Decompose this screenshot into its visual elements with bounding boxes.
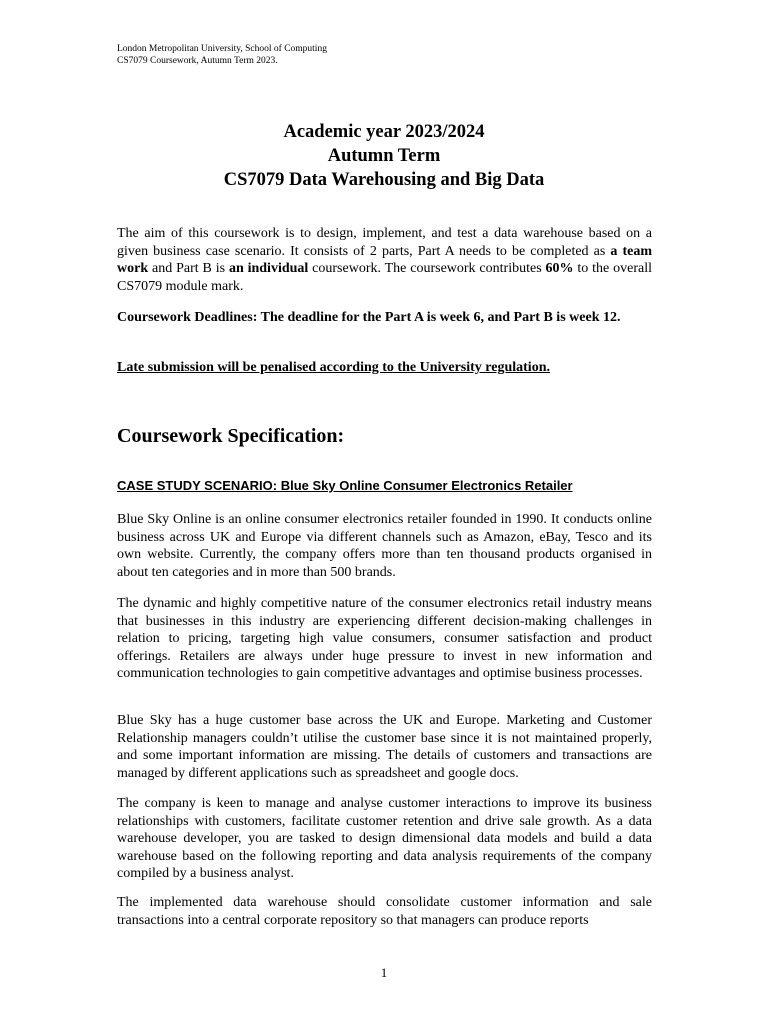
deadlines-paragraph: Coursework Deadlines: The deadline for the Part A is week 6, and Part B is week 12.: [117, 310, 621, 325]
case-study-heading: CASE STUDY SCENARIO: Blue Sky Online Consumer Electronics Retailer: [117, 478, 573, 493]
title-term: Autumn Term: [327, 146, 441, 166]
paragraph-data-warehouse: The implemented data warehouse should consolidate customer information and sale transactions into a central corporate repository so that managers can produce reports: [117, 895, 652, 928]
header-course: CS7079 Coursework, Autumn Term 2023.: [117, 56, 278, 66]
paragraph-industry: The dynamic and highly competitive nature of the consumer electronics retail industry means that businesses in this industry are experiencing different decision-making challenges in relation to pricing, targeting high value consumers, consumer satisfaction and product offerings. Retailers are always under huge pressure to invest in new information and communication technologies to gain competitive advantages and optimise business processes.: [117, 596, 652, 681]
header-institution: London Metropolitan University, School of Computing: [117, 44, 327, 54]
intro-text-2: and Part B is: [148, 261, 229, 276]
intro-text-4: to the overall CS7079 module mark.: [117, 261, 652, 294]
title-module: CS7079 Data Warehousing and Big Data: [223, 170, 545, 190]
intro-team-work: a team work: [117, 243, 652, 276]
intro-text-3: coursework. The coursework contributes: [308, 261, 546, 276]
intro-text-1: The aim of this coursework is to design, implement, and test a data warehouse based on a given business case scenario. It consists of 2 parts, Part A needs to be completed as: [117, 226, 652, 259]
title-academic-year: Academic year 2023/2024: [283, 122, 485, 142]
page-number: 1: [380, 965, 388, 980]
page-header: [117, 43, 327, 67]
paragraph-requirements: The company is keen to manage and analyse customer interactions to improve its business relationships with customers, facilitate customer retention and drive sale growth. As a data warehouse developer, you are tasked to design dimensional data models and build a data warehouse based on the following reporting and data analysis requirements of the company compiled by a business analyst.: [117, 796, 652, 881]
intro-paragraph: [117, 225, 652, 295]
spec-heading: Coursework Specification:: [117, 425, 345, 447]
document-title: [0, 120, 768, 192]
intro-percentage: 60%: [545, 261, 574, 276]
paragraph-customer-base: Blue Sky has a huge customer base across the UK and Europe. Marketing and Customer Relationship managers couldn’t utilise the customer base since it is not maintained properly, and some important information are missing. The details of customers and transactions are managed by different applications such as spreadsheet and google docs.: [117, 713, 652, 781]
late-submission-notice: Late submission will be penalised according to the University regulation.: [117, 360, 550, 375]
intro-individual: an individual: [228, 261, 309, 276]
paragraph-company-intro: Blue Sky Online is an online consumer electronics retailer founded in 1990. It conducts online business across UK and Europe via different channels such as Amazon, eBay, Tesco and its own website. Currently, the company offers more than ten thousand products organised in about ten categories and in more than 500 brands.: [117, 512, 652, 580]
